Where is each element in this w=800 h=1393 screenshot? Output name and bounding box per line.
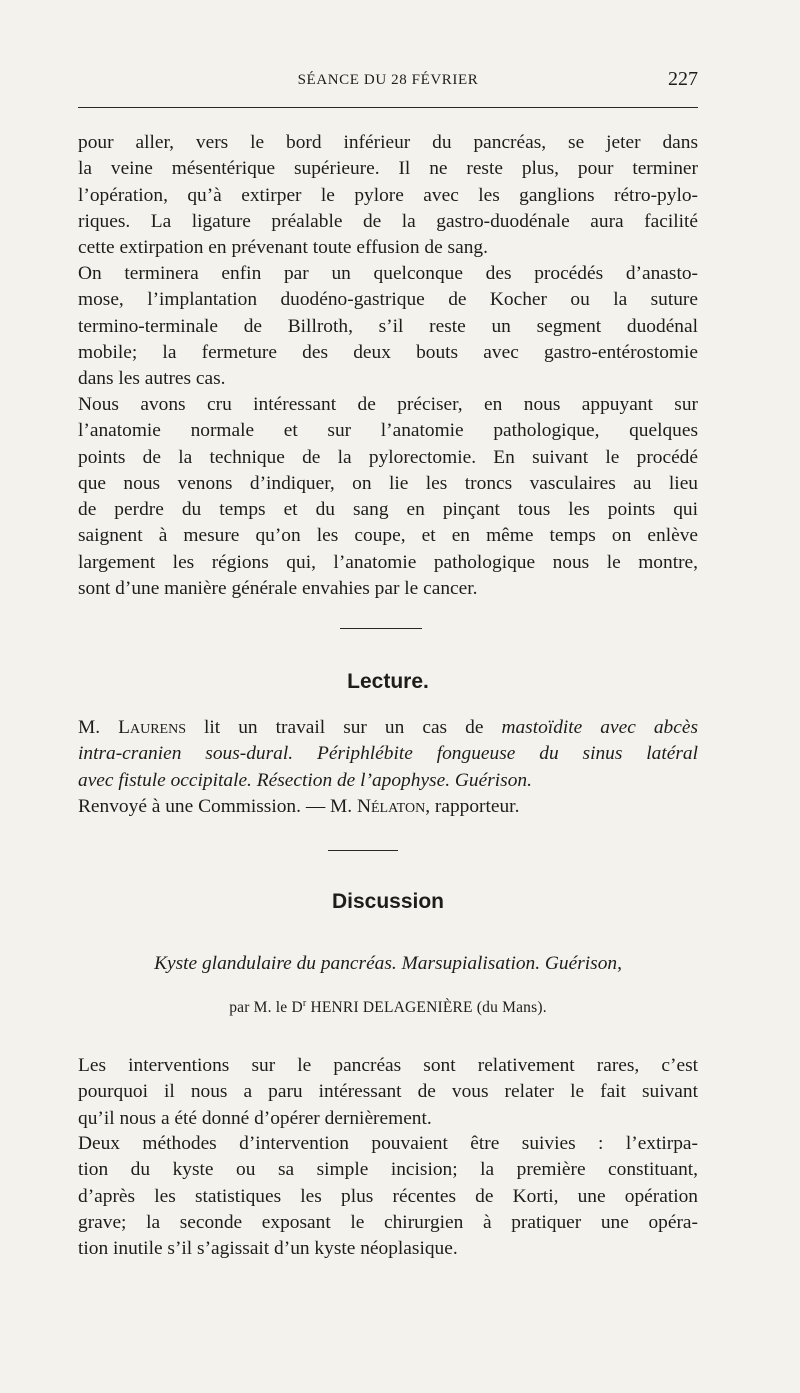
paragraph-line: pour aller, vers le bord inférieur du pancréas, se jeter dans	[78, 132, 698, 153]
paragraph-line: dans les autres cas.	[78, 368, 226, 390]
running-title: SÉANCE DU 28 FÉVRIER	[297, 72, 479, 88]
paragraph-line: pourquoi il nous a paru intéressant de vous relater le fait suivant	[78, 1081, 698, 1103]
byline-sup: r	[302, 998, 307, 1009]
byline-author: HENRI DELAGENIÈRE (du Mans).	[306, 999, 547, 1017]
rapporteur-name: Nélaton	[357, 795, 426, 817]
lecture-intro: lit un travail sur un cas de	[185, 717, 502, 738]
lecture-line	[78, 715, 698, 741]
paragraph-line: points de la technique de la pylorectomie. En suivant le procédé	[78, 446, 698, 468]
paragraph-line: saignent à mesure qu’on les coupe, et en même temps on enlève	[78, 525, 698, 547]
page-number: 227	[668, 68, 698, 90]
work-title-line: avec fistule occipitale. Résection de l’apophyse. Guérison.	[78, 769, 532, 791]
paragraph-4	[78, 1053, 698, 1132]
paragraph-line: l’opération, qu’à extirper le pylore avec les ganglions rétro-pylo-	[78, 184, 698, 206]
paragraph-line: la veine mésentérique supérieure. Il ne reste plus, pour terminer	[78, 158, 698, 180]
paragraph-line: mose, l’implantation duodéno-gastrique de Kocher ou la suture	[78, 289, 698, 311]
paragraph-line: termino-terminale de Billroth, s’il reste un segment duodénal	[78, 315, 698, 337]
paragraph-1	[78, 130, 698, 261]
referral-text: Renvoyé à une Commission. — M.	[78, 795, 357, 817]
speaker-prefix: M.	[78, 717, 119, 738]
paragraph-line: Nous avons cru intéressant de préciser, en nous appuyant sur	[78, 394, 698, 415]
work-title-line: intra-cranien sous-dural. Périphlébite fongueuse du sinus latéral	[78, 743, 698, 765]
work-title: mastoïdite avec abcès	[501, 717, 699, 738]
running-head	[78, 68, 698, 94]
paragraph-3	[78, 392, 698, 602]
lecture-heading: Lecture.	[347, 670, 429, 693]
section-separator-rule	[340, 628, 422, 629]
paragraph-line: de perdre du temps et du sang en pinçant tous les points qui	[78, 499, 698, 521]
speaker-name: Laurens	[118, 717, 186, 738]
paragraph-line: riques. La ligature préalable de la gastro-duodénale aura facilité	[78, 210, 698, 232]
paragraph-line: d’après les statistiques les plus récentes de Korti, une opération	[78, 1185, 698, 1207]
paragraph-line: l’anatomie normale et sur l’anatomie pathologique, quelques	[78, 420, 698, 442]
section-separator-rule	[328, 850, 398, 851]
paragraph-2	[78, 261, 698, 392]
paragraph-line: tion inutile s’il s’agissait d’un kyste néoplasique.	[78, 1238, 458, 1260]
paragraph-line: cette extirpation en prévenant toute effusion de sang.	[78, 237, 488, 259]
lecture-paragraph	[78, 715, 698, 820]
paragraph-line: On terminera enfin par un quelconque des procédés d’anasto-	[78, 263, 698, 284]
discussion-heading: Discussion	[331, 890, 445, 913]
byline-prefix: par M. le D	[229, 999, 303, 1017]
paragraph-line: que nous venons d’indiquer, on lie les troncs vasculaires au lieu	[78, 472, 698, 494]
paragraph-line: sont d’une manière générale envahies par le cancer.	[78, 578, 478, 600]
referral-end: , rapporteur.	[425, 795, 520, 817]
paragraph-5	[78, 1131, 698, 1262]
paragraph-line: tion du kyste ou sa simple incision; la première constituant,	[78, 1159, 698, 1181]
header-rule	[78, 107, 698, 108]
paragraph-line: Les interventions sur le pancréas sont relativement rares, c’est	[78, 1055, 698, 1076]
discussion-subtitle: Kyste glandulaire du pancréas. Marsupialisation. Guérison,	[154, 953, 622, 974]
referral-line	[78, 794, 698, 820]
paragraph-line: largement les régions qui, l’anatomie pathologique nous le montre,	[78, 551, 698, 573]
paragraph-line: mobile; la fermeture des deux bouts avec gastro-entérostomie	[78, 341, 698, 363]
paragraph-line: grave; la seconde exposant le chirurgien à pratiquer une opéra-	[78, 1211, 698, 1233]
byline	[78, 998, 698, 1017]
paragraph-line: qu’il nous a été donné d’opérer dernièrement.	[78, 1107, 432, 1129]
paragraph-line: Deux méthodes d’intervention pouvaient être suivies : l’extirpa-	[78, 1133, 698, 1154]
